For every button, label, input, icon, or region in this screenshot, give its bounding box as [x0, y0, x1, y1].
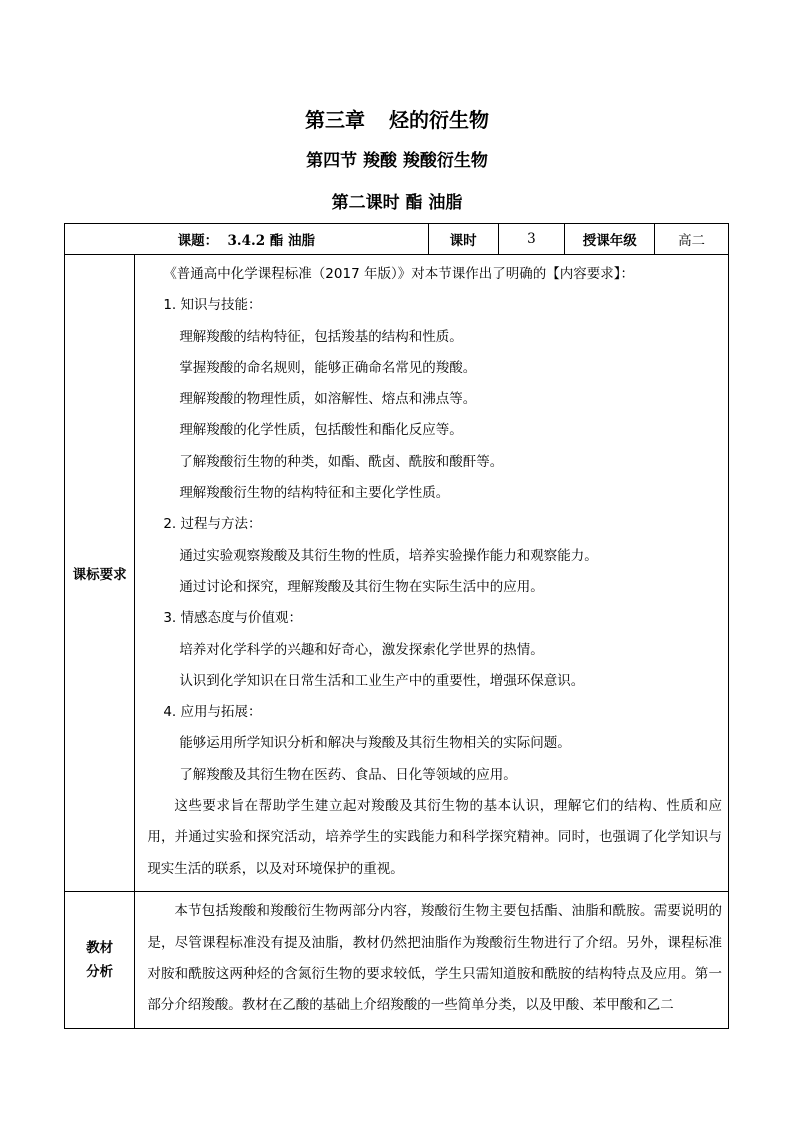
standards-row [65, 255, 729, 892]
period-value: 3 [498, 224, 565, 255]
list-item: 理解羧酸的结构特征，包括羧基的结构和性质。 [179, 328, 463, 345]
group-heading: 4. 应用与拓展： [163, 704, 262, 721]
analysis-row [65, 892, 729, 1029]
list-item: 能够运用所学知识分析和解决与羧酸及其衍生物相关的实际问题。 [179, 735, 571, 752]
standards-summary: 这些要求旨在帮助学生建立起对羧酸及其衍生物的基本认识，理解它们的结构、性质和应用，并通过实验和探究活动，培养学生的实践能力和科学探究精神。同时，也强调了化学知识与现实生活的联系，以及对环境保护的重视。 [147, 798, 722, 877]
list-item: 通过讨论和探究，理解羧酸及其衍生物在实际生活中的应用。 [179, 578, 544, 595]
group-heading: 1. 知识与技能： [163, 297, 262, 314]
lesson-title: 第二课时 酯 油脂 [331, 193, 463, 213]
lesson-plan-table [64, 223, 729, 1029]
standards-label: 课标要求 [65, 255, 135, 892]
list-item: 理解羧酸的化学性质，包括酸性和酯化反应等。 [179, 422, 463, 439]
topic-label: 课题： [177, 233, 219, 249]
chapter-name: 烃的衍生物 [389, 108, 489, 132]
standards-intro: 《普通高中化学课程标准（2017 年版）》对本节课作出了明确的【内容要求】： [163, 266, 634, 282]
analysis-label-line1: 教材 [86, 940, 114, 957]
group-heading: 2. 过程与方法： [163, 516, 262, 533]
list-item: 掌握羧酸的命名规则，能够正确命名常见的羧酸。 [179, 359, 477, 376]
list-item: 通过实验观察羧酸及其衍生物的性质，培养实验操作能力和观察能力。 [179, 547, 598, 564]
list-item: 了解羧酸及其衍生物在医药、食品、日化等领域的应用。 [179, 766, 517, 783]
section-title: 第四节 羧酸 羧酸衍生物 [306, 151, 488, 171]
grade-label: 授课年级 [565, 224, 655, 255]
grade-value: 高二 [655, 224, 729, 255]
list-item: 培养对化学科学的兴趣和好奇心，激发探索化学世界的热情。 [179, 641, 544, 658]
list-item: 了解羧酸衍生物的种类，如酯、酰卤、酰胺和酸酐等。 [179, 453, 504, 470]
analysis-text: 本节包括羧酸和羧酸衍生物两部分内容，羧酸衍生物主要包括酯、油脂和酰胺。需要说明的是，尽管课程标准没有提及油脂，教材仍然把油脂作为羧酸衍生物进行了介绍。另外，课程标准对胺和酰胺这两种烃的含氮衍生物的要求较低，学生只需知道胺和酰胺的结构特点及应用。第一部分介绍羧酸。教材在乙酸的基础上介绍羧酸的一些简单分类，以及甲酸、苯甲酸和乙二 [147, 903, 722, 1014]
topic-value: 3.4.2 酯 油脂 [227, 233, 316, 249]
list-item: 认识到化学知识在日常生活和工业生产中的重要性，增强环保意识。 [179, 672, 585, 689]
list-item: 理解羧酸衍生物的结构特征和主要化学性质。 [179, 485, 450, 502]
header-row [65, 224, 729, 255]
standards-content [135, 255, 729, 892]
chapter-title [0, 104, 794, 133]
chapter-number: 第三章 [305, 108, 365, 132]
topic-cell [65, 224, 429, 255]
analysis-label [65, 892, 135, 1029]
group-heading: 3. 情感态度与价值观： [163, 610, 302, 627]
period-label: 课时 [428, 224, 498, 255]
analysis-label-line2: 分析 [86, 964, 114, 981]
analysis-content [135, 892, 729, 1029]
list-item: 理解羧酸的物理性质，如溶解性、熔点和沸点等。 [179, 391, 477, 408]
